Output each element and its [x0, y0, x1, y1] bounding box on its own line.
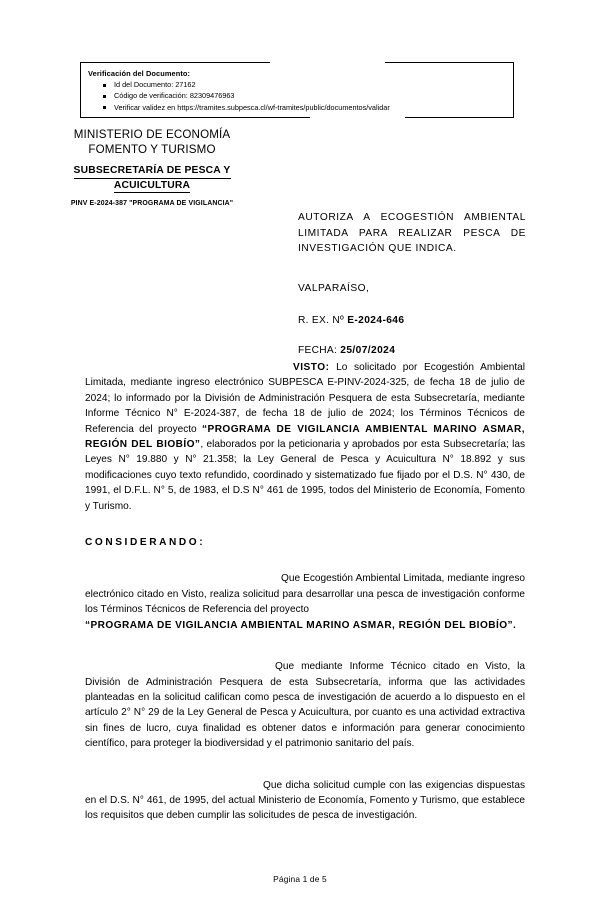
resolution-city: VALPARAÍSO, — [298, 282, 370, 294]
page-footer — [0, 874, 600, 884]
ministry-name — [28, 128, 276, 157]
resolution-date-value: 25/07/2024 — [340, 344, 396, 356]
resolution-number — [298, 315, 526, 326]
verification-title: Verificación del Documento: — [88, 69, 191, 78]
ministry-line-2: FOMENTO Y TURISMO — [88, 142, 216, 156]
verification-box-notch-top — [270, 57, 385, 64]
spacer — [85, 550, 525, 571]
ministry-line-1: MINISTERIO DE ECONOMÍA — [73, 128, 231, 141]
verification-item-id: Id del Documento: 27162 — [114, 79, 513, 90]
subsecretaria-name — [28, 164, 276, 193]
resolution-number-value: E-2024-646 — [347, 314, 405, 326]
document-body — [85, 360, 525, 824]
subsecretaria-line-2: ACUICULTURA — [114, 179, 190, 194]
verification-box-notch-bottom — [310, 114, 405, 122]
paragraph-considerando-2: Que mediante Informe Técnico citado en Visto, la División de Administración Pesquera de esta Subsecretaría, informa que las actividades planteadas en la solicitud califican como pesca de investigación de acuerdo a lo dispuesto en el artículo 2° N° 29 de la Ley General de Pesca y Acuicultura, por cuanto es una actividad extractiva sin fines de lucro, cuya finalidad es obtener datos e información para generar conocimiento científico, para proteger la biodiversidad y el patrimonio sanitario del país. — [85, 661, 525, 750]
paragraph-considerando-1-project: “PROGRAMA DE VIGILANCIA AMBIENTAL MARINO ASMAR, REGIÓN DEL BIOBÍO”. — [85, 619, 517, 631]
visto-text-part-2: , elaborados por la peticionaria y aprobados por esta Subsecretaría; las Leyes N° 19.880 y N° 21.358; la Ley General de Pesca y Acuicultura N° 18.892 y sus modificaciones cuyo texto refundido, coordinado y sistematizado fue fijado por el D.S. N° 430, de 1991, el D.F.L. N° 5, de 1983, el D.S N° 461 de 1995, todos del Ministerio de Economía, Fomento y Turismo. — [85, 439, 526, 512]
paragraph-considerando-1: Que Ecogestión Ambiental Limitada, mediante ingreso electrónico citado en Visto, realiza solicitud para desarrollar una pesca de investigación conforme los Términos Técnicos de Referencia del proyecto — [85, 573, 525, 616]
verification-item-code: Código de verificación: 82309476963 — [114, 90, 513, 101]
paragraph-considerando-3: Que dicha solicitud cumple con las exigencias dispuestas en el D.S. N° 461, de 1995, del actual Ministerio de Economía, Fomento y Turismo, que establece los requisitos que deben cumplir las solicitudes de pesca de investigación. — [85, 779, 525, 822]
pinv-reference: PINV E-2024-387 "PROGRAMA DE VIGILANCIA" — [70, 200, 234, 207]
visto-project-name: “PROGRAMA DE VIGILANCIA AMBIENTAL MARINO ASMAR, REGIÓN DEL BIOBÍO” — [85, 423, 525, 451]
letterhead — [28, 128, 276, 207]
spacer — [85, 752, 525, 778]
resolution-date — [298, 345, 526, 356]
spacer — [85, 514, 525, 535]
resolution-date-label: FECHA: — [298, 344, 341, 356]
considerando-heading: CONSIDERANDO: — [85, 537, 206, 549]
paragraph-visto — [85, 360, 525, 514]
visto-text-part-1: Lo solicitado por Ecogestión Ambiental Limitada, mediante ingreso electrónico SUBPESCA E-PINV-2024-325, de fecha 18 de julio de 2024; lo informado por la División de Administración Pesquera de esta Subsecretaría, mediante Informe Técnico N° E-2024-387, de fecha 18 de julio de 2024; los Términos Técnicos de Referencia del proyecto — [85, 362, 525, 435]
verification-list — [88, 79, 513, 113]
verification-item-url: Verificar validez en https://tramites.subpesca.cl/wf-tramites/public/documentos/validar — [114, 102, 513, 113]
document-verification-box — [80, 62, 514, 118]
visto-label: VISTO: — [293, 362, 330, 373]
spacer — [85, 633, 525, 659]
subsecretaria-line-1: SUBSECRETARÍA DE PESCA Y — [74, 164, 231, 179]
page-number: Página 1 de 5 — [273, 874, 327, 884]
resolution-heading-block — [298, 210, 526, 356]
resolution-number-label: R. EX. Nº — [298, 314, 348, 326]
resolution-subject: AUTORIZA A ECOGESTIÓN AMBIENTAL LIMITADA PARA REALIZAR PESCA DE INVESTIGACIÓN QUE INDICA. — [298, 212, 526, 254]
